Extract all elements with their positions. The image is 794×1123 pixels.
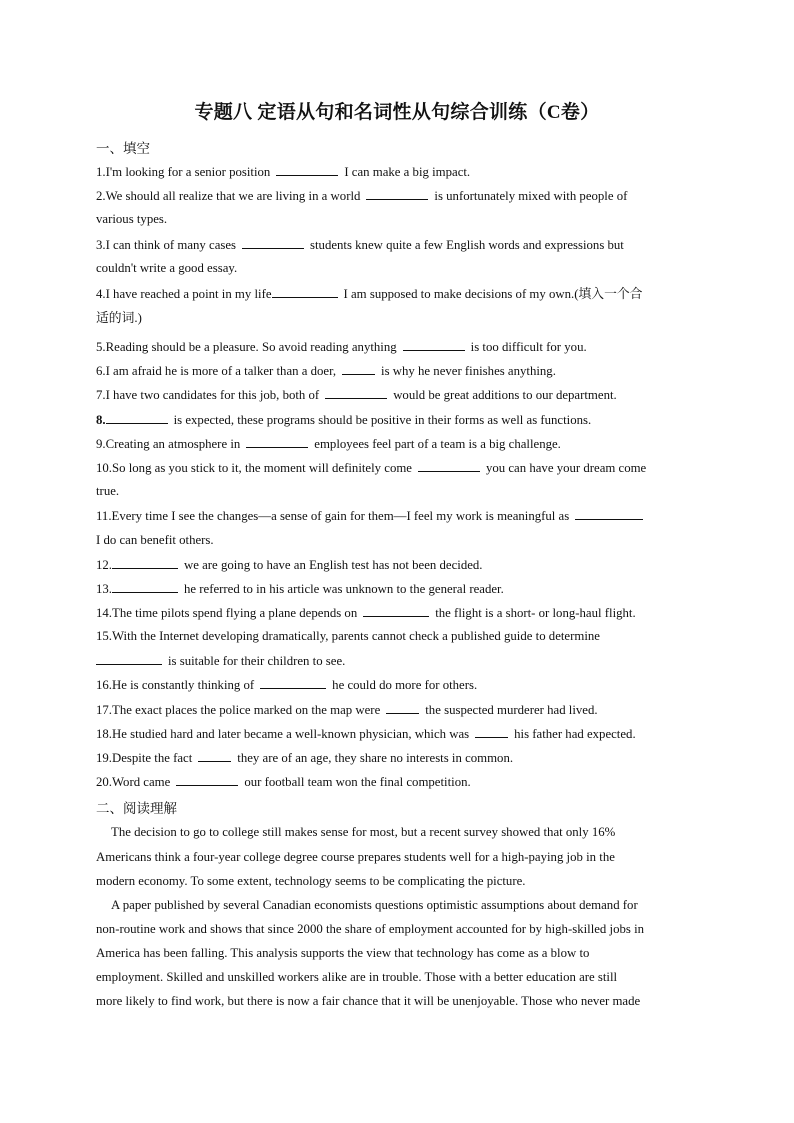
question-5-tail: is too difficult for you. [470, 340, 587, 354]
answer-blank-15[interactable] [96, 652, 162, 665]
answer-blank-19[interactable] [198, 749, 231, 762]
question-20-text: 20.Word came [96, 775, 171, 789]
question-20-tail: our football team won the final competition. [244, 775, 471, 789]
question-1-text: 1.I'm looking for a senior position [96, 165, 271, 179]
answer-blank-14[interactable] [363, 604, 429, 617]
question-9-text: 9.Creating an atmosphere in [96, 437, 241, 451]
question-2 [96, 187, 706, 204]
question-6 [96, 362, 706, 379]
question-3-text: 3.I can think of many cases [96, 238, 237, 252]
question-12-number: 12. [96, 558, 112, 572]
question-15-text: 15.With the Internet developing dramatically, parents cannot check a published guide to determine [96, 629, 600, 643]
question-17-text: 17.The exact places the police marked on the map were [96, 703, 381, 717]
question-11-continued: I do can benefit others. [96, 533, 214, 547]
question-5 [96, 338, 706, 355]
question-18-tail: his father had expected. [514, 727, 636, 741]
question-14 [96, 604, 706, 621]
question-8 [96, 411, 706, 428]
question-17-tail: the suspected murderer had lived. [425, 703, 598, 717]
question-15 [96, 628, 706, 644]
question-7-tail: would be great additions to our department. [393, 388, 617, 402]
question-15-continued [96, 652, 345, 669]
question-1-tail: I can make a big impact. [344, 165, 471, 179]
question-14-tail: the flight is a short- or long-haul flight. [435, 606, 636, 620]
question-2-text: 2.We should all realize that we are living in a world [96, 189, 361, 203]
question-17 [96, 701, 706, 718]
answer-blank-5[interactable] [403, 338, 465, 351]
question-13-number: 13. [96, 582, 112, 596]
question-4-tail: I am supposed to make decisions of my own.(填入一个合 [343, 287, 643, 301]
question-12-tail: we are going to have an English test has not been decided. [184, 558, 483, 572]
answer-blank-6[interactable] [342, 362, 375, 375]
passage-p2-line1: A paper published by several Canadian economists questions optimistic assumptions about demand for [111, 898, 638, 912]
question-7 [96, 386, 706, 403]
answer-blank-17[interactable] [386, 701, 419, 714]
question-20 [96, 773, 706, 790]
passage-p2-line5: more likely to find work, but there is now a fair chance that it will be unenjoyable. Those who never made [96, 994, 641, 1008]
question-14-text: 14.The time pilots spend flying a plane depends on [96, 606, 358, 620]
passage-p1-line2: Americans think a four-year college degree course prepares students well for a high-paying job in the [96, 850, 615, 864]
passage-p2-line2: non-routine work and shows that since 2000 the share of employment accounted for by high-skilled jobs in [96, 922, 645, 936]
question-15-tail: is suitable for their children to see. [168, 654, 346, 668]
question-16-text: 16.He is constantly thinking of [96, 678, 255, 692]
answer-blank-4[interactable] [272, 285, 338, 298]
question-11-text: 11.Every time I see the changes—a sense of gain for them—I feel my work is meaningful as [96, 509, 570, 523]
question-3-continued: couldn't write a good essay. [96, 261, 238, 275]
question-5-text: 5.Reading should be a pleasure. So avoid reading anything [96, 340, 397, 354]
answer-blank-20[interactable] [176, 773, 238, 786]
question-13-tail: he referred to in his article was unknown to the general reader. [184, 582, 504, 596]
question-10-tail: you can have your dream come [485, 461, 647, 475]
answer-blank-11[interactable] [575, 507, 643, 520]
answer-blank-13[interactable] [112, 580, 178, 593]
question-8-number: 8. [96, 413, 106, 427]
question-16 [96, 676, 706, 693]
question-4 [96, 285, 706, 302]
question-10-text: 10.So long as you stick to it, the moment will definitely come [96, 461, 412, 475]
question-12 [96, 556, 706, 573]
question-10-continued: true. [96, 484, 120, 498]
answer-blank-16[interactable] [260, 676, 326, 689]
passage-p1-line3: modern economy. To some extent, technology seems to be complicating the picture. [96, 874, 526, 888]
answer-blank-3[interactable] [242, 236, 304, 249]
question-9 [96, 435, 706, 452]
question-3-tail: students knew quite a few English words and expressions but [310, 238, 624, 252]
question-6-text: 6.I am afraid he is more of a talker than a doer, [96, 364, 337, 378]
question-2-continued: various types. [96, 212, 168, 226]
answer-blank-18[interactable] [475, 725, 508, 738]
answer-blank-7[interactable] [325, 386, 387, 399]
answer-blank-1[interactable] [276, 163, 338, 176]
question-10 [96, 459, 706, 476]
question-13 [96, 580, 706, 597]
section-heading-fill-in: 一、填空 [96, 141, 150, 156]
question-19-text: 19.Despite the fact [96, 751, 193, 765]
question-9-tail: employees feel part of a team is a big challenge. [314, 437, 561, 451]
question-11 [96, 507, 706, 524]
question-6-tail: is why he never finishes anything. [381, 364, 556, 378]
section-heading-reading: 二、阅读理解 [96, 801, 177, 816]
question-1 [96, 163, 706, 180]
question-4-text: 4.I have reached a point in my life [96, 287, 272, 301]
question-3 [96, 236, 706, 253]
answer-blank-12[interactable] [112, 556, 178, 569]
question-18 [96, 725, 706, 742]
question-19 [96, 749, 706, 766]
question-2-tail: is unfortunately mixed with people of [434, 189, 628, 203]
passage-p1-line1: The decision to go to college still makes sense for most, but a recent survey showed that only 16% [111, 825, 616, 839]
question-18-text: 18.He studied hard and later became a well-known physician, which was [96, 727, 470, 741]
question-7-text: 7.I have two candidates for this job, both of [96, 388, 320, 402]
passage-p2-line3: America has been falling. This analysis supports the view that technology has come as a blow to [96, 946, 590, 960]
question-16-tail: he could do more for others. [332, 678, 478, 692]
passage-p2-line4: employment. Skilled and unskilled workers alike are in trouble. Those with a better education are still [96, 970, 618, 984]
answer-blank-9[interactable] [246, 435, 308, 448]
question-8-tail: is expected, these programs should be positive in their forms as well as functions. [173, 413, 592, 427]
answer-blank-8[interactable] [106, 411, 168, 424]
answer-blank-2[interactable] [366, 187, 428, 200]
page-title: 专题八 定语从句和名词性从句综合训练（C卷） [194, 102, 600, 123]
question-19-tail: they are of an age, they share no interests in common. [237, 751, 514, 765]
answer-blank-10[interactable] [418, 459, 480, 472]
question-4-continued: 适的词.) [96, 311, 142, 325]
